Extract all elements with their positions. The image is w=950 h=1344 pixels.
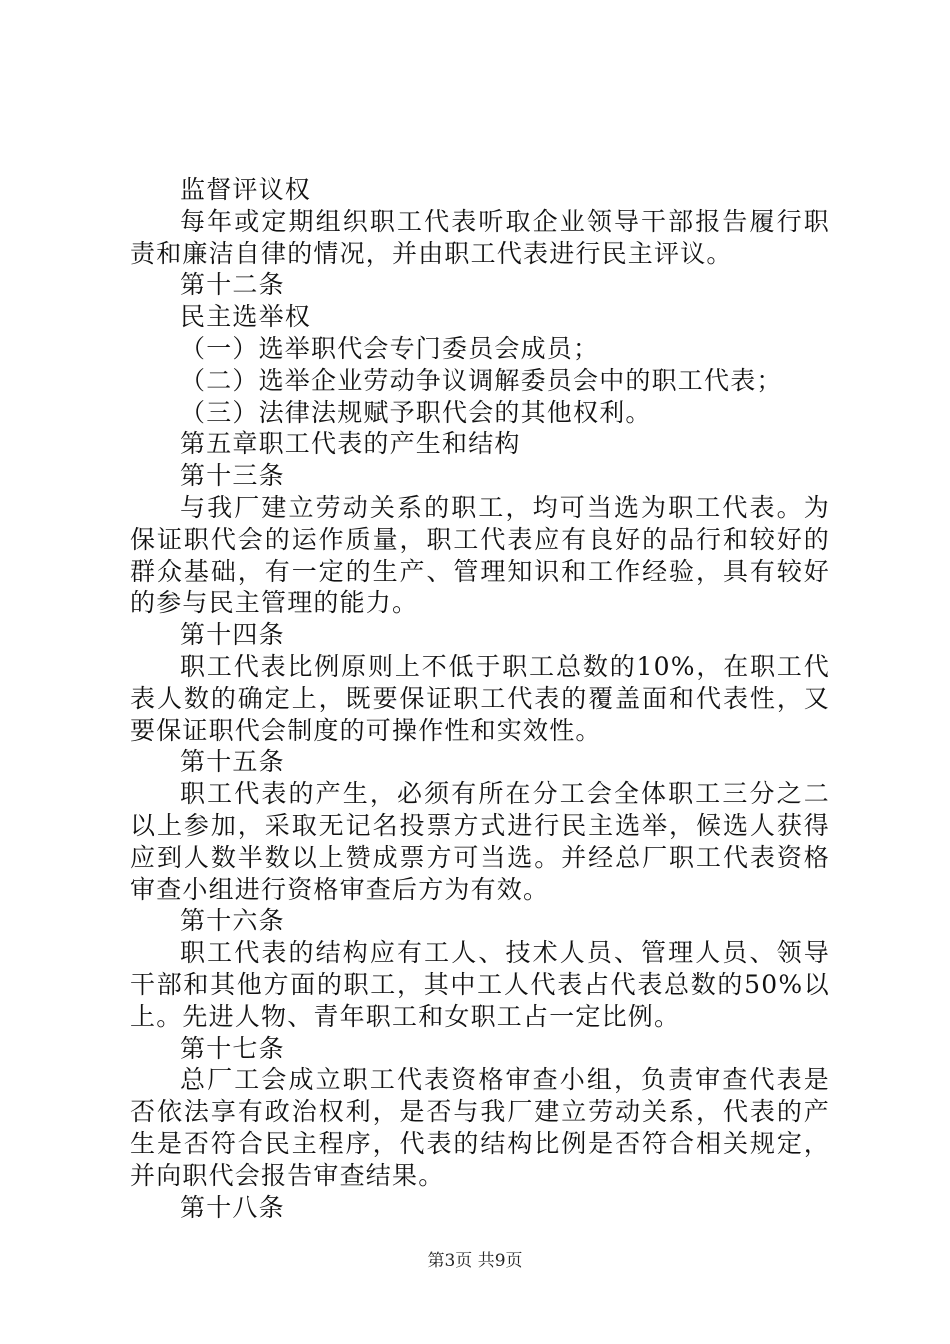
paragraph-supervision-body: 每年或定期组织职工代表听取企业领导干部报告履行职责和廉洁自律的情况，并由职工代表进行民主评议。 bbox=[130, 206, 830, 268]
page-footer bbox=[0, 1246, 950, 1271]
article-13-heading: 第十三条 bbox=[180, 461, 285, 491]
page-number-label: 第3页 共9页 bbox=[427, 1251, 523, 1271]
article-17-heading: 第十七条 bbox=[180, 1033, 285, 1063]
list-item-election-3: （三）法律法规赋予职代会的其他权利。 bbox=[180, 397, 652, 427]
article-18-heading: 第十八条 bbox=[180, 1192, 285, 1222]
article-16-heading: 第十六条 bbox=[180, 906, 285, 936]
article-13-body: 与我厂建立劳动关系的职工，均可当选为职工代表。为保证职代会的运作质量，职工代表应有良好的品行和较好的群众基础，有一定的生产、管理知识和工作经验，具有较好的参与民主管理的能力。 bbox=[130, 492, 830, 618]
article-14-heading: 第十四条 bbox=[180, 620, 285, 650]
article-15-heading: 第十五条 bbox=[180, 747, 285, 777]
article-15-body: 职工代表的产生，必须有所在分工会全体职工三分之二以上参加，采取无记名投票方式进行民主选举，候选人获得应到人数半数以上赞成票方可当选。并经总厂职工代表资格审查小组进行资格审查后方为有效。 bbox=[130, 779, 830, 904]
document-body bbox=[130, 174, 830, 1223]
list-item-election-2: （二）选举企业劳动争议调解委员会中的职工代表； bbox=[180, 365, 783, 395]
article-14-body: 职工代表比例原则上不低于职工总数的10%，在职工代表人数的确定上，既要保证职工代表的覆盖面和代表性，又要保证职代会制度的可操作性和实效性。 bbox=[130, 651, 830, 745]
chapter-5-heading: 第五章职工代表的产生和结构 bbox=[180, 429, 521, 459]
paragraph-election-title: 民主选举权 bbox=[180, 302, 312, 332]
list-item-election-1: （一）选举职代会专门委员会成员； bbox=[180, 333, 600, 363]
article-12-heading: 第十二条 bbox=[180, 270, 285, 300]
article-16-body: 职工代表的结构应有工人、技术人员、管理人员、领导干部和其他方面的职工，其中工人代表占代表总数的50%以上。先进人物、青年职工和女职工占一定比例。 bbox=[130, 938, 830, 1031]
article-17-body: 总厂工会成立职工代表资格审查小组，负责审查代表是否依法享有政治权利，是否与我厂建立劳动关系，代表的产生是否符合民主程序，代表的结构比例是否符合相关规定，并向职代会报告审查结果。 bbox=[130, 1065, 830, 1190]
paragraph-supervision-title: 监督评议权 bbox=[180, 175, 312, 204]
